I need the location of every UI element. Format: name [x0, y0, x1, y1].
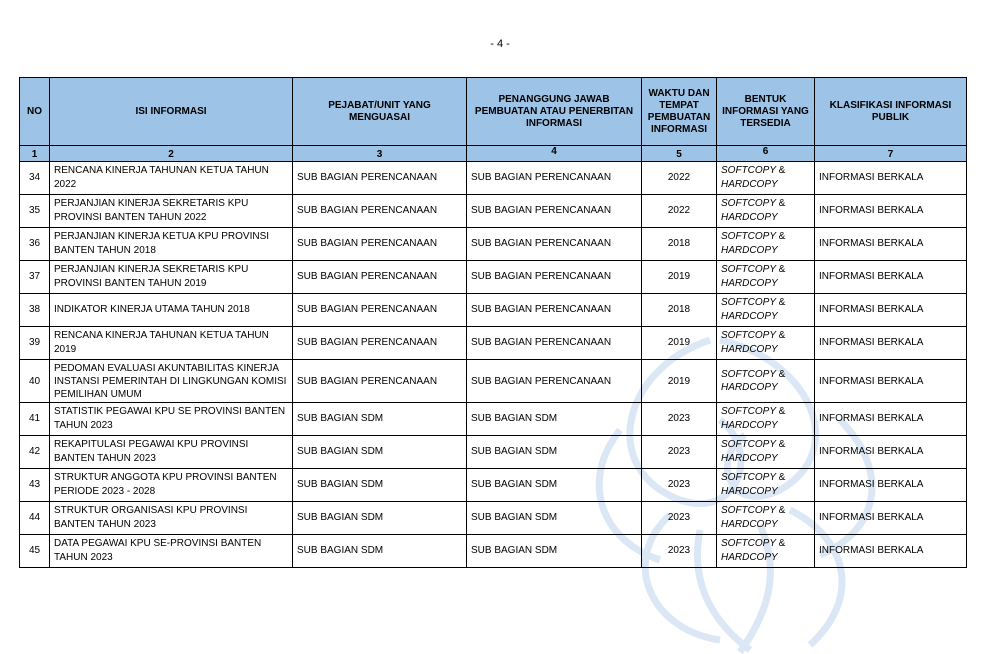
cell-waktu: 2023 [642, 469, 717, 502]
cell-bentuk-informasi [717, 261, 815, 294]
cell-isi-informasi: PERJANJIAN KINERJA SEKRETARIS KPU PROVINSI BANTEN TAHUN 2022 [50, 195, 293, 228]
cell-klasifikasi: INFORMASI BERKALA [815, 162, 967, 195]
bentuk-softcopy: SOFTCOPY [721, 330, 776, 341]
cell-no: 44 [20, 502, 50, 535]
column-number: 2 [50, 146, 293, 162]
cell-pejabat-unit: SUB BAGIAN PERENCANAAN [293, 162, 467, 195]
cell-waktu: 2022 [642, 162, 717, 195]
bentuk-ampersand: & [778, 369, 786, 380]
cell-bentuk-informasi [717, 502, 815, 535]
table-row [20, 535, 967, 568]
table-row [20, 403, 967, 436]
cell-klasifikasi: INFORMASI BERKALA [815, 436, 967, 469]
cell-waktu: 2019 [642, 360, 717, 403]
cell-bentuk-informasi [717, 327, 815, 360]
cell-isi-informasi: PEDOMAN EVALUASI AKUNTABILITAS KINERJA INSTANSI PEMERINTAH DI LINGKUNGAN KOMISI PEMILIHAN UMUM [50, 360, 293, 403]
bentuk-softcopy: SOFTCOPY [721, 439, 776, 450]
cell-isi-informasi: REKAPITULASI PEGAWAI KPU PROVINSI BANTEN TAHUN 2023 [50, 436, 293, 469]
cell-no: 43 [20, 469, 50, 502]
cell-waktu: 2022 [642, 195, 717, 228]
cell-waktu: 2018 [642, 294, 717, 327]
cell-isi-informasi: DATA PEGAWAI KPU SE-PROVINSI BANTEN TAHUN 2023 [50, 535, 293, 568]
cell-waktu: 2019 [642, 327, 717, 360]
cell-pejabat-unit: SUB BAGIAN PERENCANAAN [293, 261, 467, 294]
cell-penanggung-jawab: SUB BAGIAN PERENCANAAN [467, 261, 642, 294]
table-row [20, 436, 967, 469]
cell-waktu: 2018 [642, 228, 717, 261]
cell-klasifikasi: INFORMASI BERKALA [815, 195, 967, 228]
cell-waktu: 2019 [642, 261, 717, 294]
cell-isi-informasi: STRUKTUR ANGGOTA KPU PROVINSI BANTEN PERIODE 2023 - 2028 [50, 469, 293, 502]
cell-klasifikasi: INFORMASI BERKALA [815, 261, 967, 294]
cell-no: 41 [20, 403, 50, 436]
cell-klasifikasi: INFORMASI BERKALA [815, 403, 967, 436]
bentuk-softcopy: SOFTCOPY [721, 198, 776, 209]
bentuk-hardcopy: HARDCOPY [721, 311, 778, 322]
bentuk-ampersand: & [778, 297, 786, 308]
bentuk-ampersand: & [778, 406, 786, 417]
cell-bentuk-informasi [717, 403, 815, 436]
bentuk-ampersand: & [778, 330, 786, 341]
cell-isi-informasi: RENCANA KINERJA TAHUNAN KETUA TAHUN 2022 [50, 162, 293, 195]
cell-penanggung-jawab: SUB BAGIAN PERENCANAAN [467, 228, 642, 261]
bentuk-ampersand: & [778, 505, 786, 516]
cell-bentuk-informasi [717, 469, 815, 502]
bentuk-softcopy: SOFTCOPY [721, 231, 776, 242]
bentuk-softcopy: SOFTCOPY [721, 297, 776, 308]
table-row [20, 469, 967, 502]
cell-pejabat-unit: SUB BAGIAN SDM [293, 403, 467, 436]
bentuk-softcopy: SOFTCOPY [721, 538, 776, 549]
cell-no: 35 [20, 195, 50, 228]
column-number: 6 [717, 146, 815, 162]
cell-klasifikasi: INFORMASI BERKALA [815, 535, 967, 568]
cell-bentuk-informasi [717, 228, 815, 261]
bentuk-hardcopy: HARDCOPY [721, 179, 778, 190]
cell-penanggung-jawab: SUB BAGIAN PERENCANAAN [467, 294, 642, 327]
header-penanggung-jawab: PENANGGUNG JAWAB PEMBUATAN ATAU PENERBITAN INFORMASI [467, 78, 642, 146]
cell-pejabat-unit: SUB BAGIAN SDM [293, 436, 467, 469]
cell-isi-informasi: PERJANJIAN KINERJA SEKRETARIS KPU PROVINSI BANTEN TAHUN 2019 [50, 261, 293, 294]
header-no: NO [20, 78, 50, 146]
cell-bentuk-informasi [717, 535, 815, 568]
bentuk-hardcopy: HARDCOPY [721, 519, 778, 530]
header-bentuk-informasi: BENTUK INFORMASI YANG TERSEDIA [717, 78, 815, 146]
bentuk-ampersand: & [778, 538, 786, 549]
bentuk-softcopy: SOFTCOPY [721, 406, 776, 417]
cell-isi-informasi: PERJANJIAN KINERJA KETUA KPU PROVINSI BANTEN TAHUN 2018 [50, 228, 293, 261]
cell-penanggung-jawab: SUB BAGIAN PERENCANAAN [467, 162, 642, 195]
table-row [20, 261, 967, 294]
bentuk-hardcopy: HARDCOPY [721, 382, 778, 393]
cell-no: 36 [20, 228, 50, 261]
cell-no: 34 [20, 162, 50, 195]
cell-pejabat-unit: SUB BAGIAN PERENCANAAN [293, 327, 467, 360]
column-number-row [20, 146, 967, 162]
header-pejabat-unit: PEJABAT/UNIT YANG MENGUASAI [293, 78, 467, 146]
cell-klasifikasi: INFORMASI BERKALA [815, 228, 967, 261]
cell-waktu: 2023 [642, 403, 717, 436]
bentuk-ampersand: & [778, 198, 786, 209]
bentuk-hardcopy: HARDCOPY [721, 212, 778, 223]
cell-no: 45 [20, 535, 50, 568]
column-number: 1 [20, 146, 50, 162]
cell-penanggung-jawab: SUB BAGIAN SDM [467, 502, 642, 535]
cell-bentuk-informasi [717, 360, 815, 403]
cell-pejabat-unit: SUB BAGIAN SDM [293, 535, 467, 568]
cell-penanggung-jawab: SUB BAGIAN PERENCANAAN [467, 195, 642, 228]
bentuk-ampersand: & [778, 264, 786, 275]
cell-penanggung-jawab: SUB BAGIAN SDM [467, 469, 642, 502]
table-row [20, 294, 967, 327]
bentuk-softcopy: SOFTCOPY [721, 165, 776, 176]
header-isi-informasi: ISI INFORMASI [50, 78, 293, 146]
bentuk-softcopy: SOFTCOPY [721, 369, 776, 380]
table-row [20, 360, 967, 403]
column-number: 5 [642, 146, 717, 162]
cell-no: 39 [20, 327, 50, 360]
bentuk-hardcopy: HARDCOPY [721, 420, 778, 431]
table-row [20, 502, 967, 535]
cell-no: 38 [20, 294, 50, 327]
header-klasifikasi: KLASIFIKASI INFORMASI PUBLIK [815, 78, 967, 146]
bentuk-ampersand: & [778, 165, 786, 176]
cell-pejabat-unit: SUB BAGIAN SDM [293, 502, 467, 535]
table-row [20, 228, 967, 261]
cell-bentuk-informasi [717, 195, 815, 228]
cell-no: 37 [20, 261, 50, 294]
bentuk-ampersand: & [778, 439, 786, 450]
cell-isi-informasi: STRUKTUR ORGANISASI KPU PROVINSI BANTEN TAHUN 2023 [50, 502, 293, 535]
bentuk-hardcopy: HARDCOPY [721, 344, 778, 355]
bentuk-hardcopy: HARDCOPY [721, 453, 778, 464]
cell-isi-informasi: STATISTIK PEGAWAI KPU SE PROVINSI BANTEN TAHUN 2023 [50, 403, 293, 436]
cell-penanggung-jawab: SUB BAGIAN PERENCANAAN [467, 360, 642, 403]
bentuk-softcopy: SOFTCOPY [721, 264, 776, 275]
cell-waktu: 2023 [642, 535, 717, 568]
header-waktu-tempat: WAKTU DAN TEMPAT PEMBUATAN INFORMASI [642, 78, 717, 146]
cell-klasifikasi: INFORMASI BERKALA [815, 327, 967, 360]
cell-pejabat-unit: SUB BAGIAN SDM [293, 469, 467, 502]
cell-penanggung-jawab: SUB BAGIAN SDM [467, 535, 642, 568]
bentuk-softcopy: SOFTCOPY [721, 472, 776, 483]
bentuk-ampersand: & [778, 231, 786, 242]
cell-isi-informasi: INDIKATOR KINERJA UTAMA TAHUN 2018 [50, 294, 293, 327]
cell-pejabat-unit: SUB BAGIAN PERENCANAAN [293, 294, 467, 327]
page-number: - 4 - [490, 38, 510, 50]
bentuk-hardcopy: HARDCOPY [721, 486, 778, 497]
bentuk-hardcopy: HARDCOPY [721, 552, 778, 563]
cell-waktu: 2023 [642, 502, 717, 535]
information-table [19, 77, 967, 568]
column-number: 4 [467, 146, 642, 162]
column-number: 7 [815, 146, 967, 162]
cell-penanggung-jawab: SUB BAGIAN SDM [467, 403, 642, 436]
bentuk-ampersand: & [778, 472, 786, 483]
cell-penanggung-jawab: SUB BAGIAN SDM [467, 436, 642, 469]
table-row [20, 195, 967, 228]
bentuk-hardcopy: HARDCOPY [721, 278, 778, 289]
cell-klasifikasi: INFORMASI BERKALA [815, 502, 967, 535]
cell-no: 42 [20, 436, 50, 469]
cell-pejabat-unit: SUB BAGIAN PERENCANAAN [293, 195, 467, 228]
cell-pejabat-unit: SUB BAGIAN PERENCANAAN [293, 228, 467, 261]
header-row [20, 78, 967, 146]
cell-waktu: 2023 [642, 436, 717, 469]
cell-klasifikasi: INFORMASI BERKALA [815, 294, 967, 327]
cell-bentuk-informasi [717, 294, 815, 327]
table-row [20, 162, 967, 195]
cell-bentuk-informasi [717, 436, 815, 469]
cell-bentuk-informasi [717, 162, 815, 195]
cell-pejabat-unit: SUB BAGIAN PERENCANAAN [293, 360, 467, 403]
cell-isi-informasi: RENCANA KINERJA TAHUNAN KETUA TAHUN 2019 [50, 327, 293, 360]
cell-no: 40 [20, 360, 50, 403]
cell-klasifikasi: INFORMASI BERKALA [815, 469, 967, 502]
cell-klasifikasi: INFORMASI BERKALA [815, 360, 967, 403]
column-number: 3 [293, 146, 467, 162]
cell-penanggung-jawab: SUB BAGIAN PERENCANAAN [467, 327, 642, 360]
table-row [20, 327, 967, 360]
bentuk-softcopy: SOFTCOPY [721, 505, 776, 516]
bentuk-hardcopy: HARDCOPY [721, 245, 778, 256]
